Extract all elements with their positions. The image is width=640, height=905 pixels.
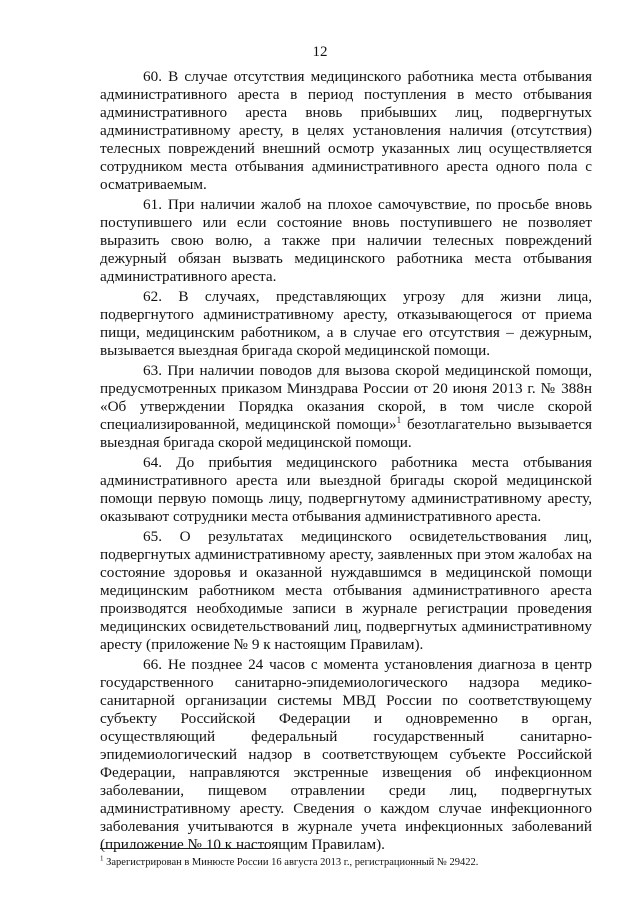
paragraph-66: 66. Не позднее 24 часов с момента установления диагноза в центр государственного санитарно-эпидемиологического надзора медико-санитарной организации системы МВД России по соответствующему субъекту Российской Федерации и одновременно в орган, осуществляющий федеральный государственный санитарно-эпидемиологический надзор в соответствующем субъекте Российской Федерации, направляются экстренные извещения об инфекционном заболевании, пищевом отравлении среди лиц, подвергнутых административному аресту. Сведения о каждом случае инфекционного заболевания учитываются в журнале учета инфекционных заболеваний (приложение № 10 к настоящим Правилам). <box>100 656 592 853</box>
paragraph-63-text: 63. При наличии поводов для вызова скорой медицинской помощи, предусмотренных приказом Минздрава России от 20 июня 2013 г. № 388н «Об утверждении Порядка оказания скорой, в том числе скорой специализированной, медицинской помощи» <box>100 362 592 433</box>
footnote-reference: 1 <box>396 414 402 425</box>
paragraph-60: 60. В случае отсутствия медицинского работника места отбывания административного ареста в период поступления в место отбывания административного ареста вновь прибывших лиц, подвергнутых административному аресту, в целях установления наличия (отсутствия) телесных повреждений внешний осмотр указанных лиц осуществляется сотрудником места отбывания административного ареста одного пола с осматриваемым. <box>100 68 592 193</box>
footnote-marker: 1 <box>100 854 104 863</box>
paragraph-65: 65. О результатах медицинского освидетельствования лиц, подвергнутых административному аресту, заявленных при этом жалобах на состояние здоровья и оказанной нуждавшимся в медицинской помощи медицинским работником места отбывания административного ареста производятся необходимые записи в журнале регистрации проведения медицинских освидетельствований лиц, подвергнутых административному аресту (приложение № 9 к настоящим Правилам). <box>100 528 592 653</box>
document-body <box>100 68 592 856</box>
footnote <box>100 856 592 869</box>
paragraph-61: 61. При наличии жалоб на плохое самочувствие, по просьбе вновь поступившего или если состояние вновь поступившего не позволяет выразить свою волю, а также при наличии телесных повреждений дежурный обязан вызвать медицинского работника места отбывания административного ареста. <box>100 196 592 285</box>
footnote-text: Зарегистрирован в Минюсте России 16 августа 2013 г., регистрационный № 29422. <box>103 857 479 868</box>
paragraph-64: 64. До прибытия медицинского работника места отбывания административного ареста или выездной бригады скорой медицинской помощи первую помощь лицу, подвергнутому административному аресту, оказывают сотрудники места отбывания административного ареста. <box>100 454 592 525</box>
paragraph-62: 62. В случаях, представляющих угрозу для жизни лица, подвергнутого административному аресту, отказывающегося от приема пищи, медицинским работником, а в случае его отсутствия – дежурным, вызывается выездная бригада скорой медицинской помощи. <box>100 288 592 359</box>
paragraph-63-text-end: безотлагательно вызывается выездная бригада скорой медицинской помощи. <box>100 416 592 451</box>
page-number: 12 <box>312 44 328 60</box>
footnote-divider <box>100 848 270 849</box>
paragraph-63 <box>100 362 592 452</box>
